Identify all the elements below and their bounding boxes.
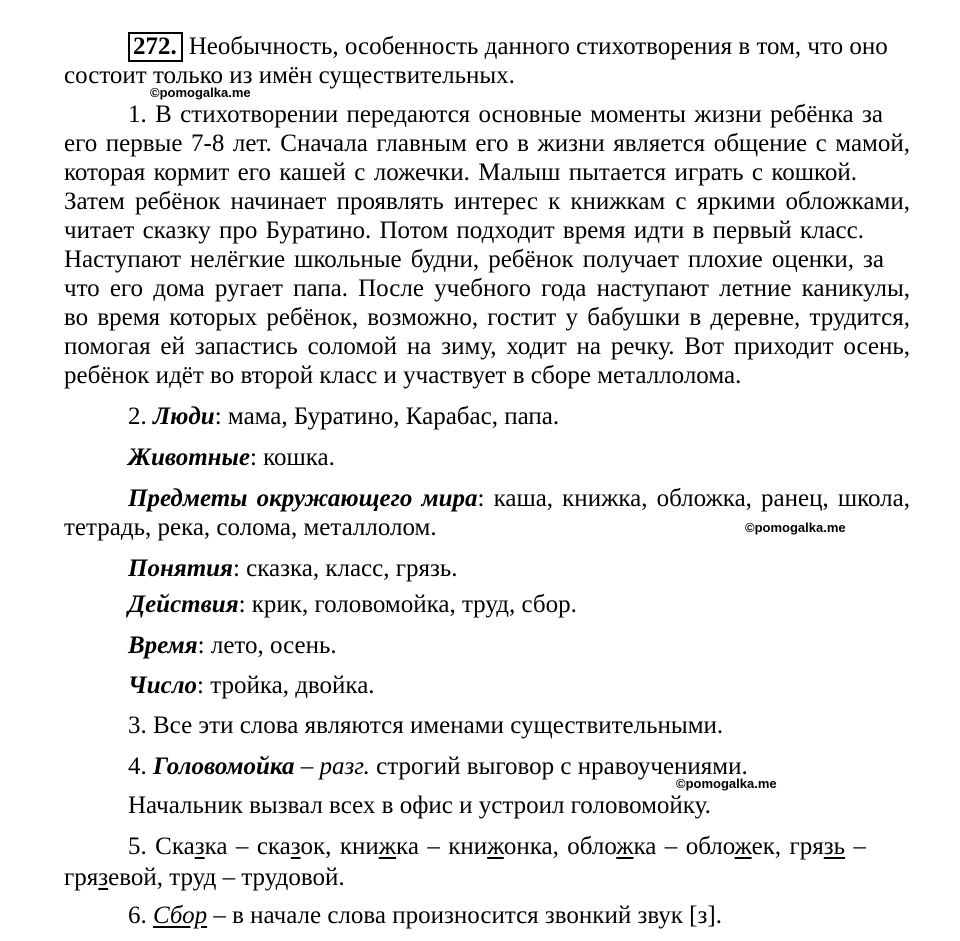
objects-line-2: тетрадь, река, солома, металлолом. [64, 514, 437, 541]
item6-line [128, 903, 722, 928]
item1-line: Затем ребёнок начинает проявлять интерес к книжкам с яркими обложками, [64, 188, 910, 215]
animals-label: Животные [128, 444, 250, 471]
watermark: ©pomogalka.me [676, 776, 777, 791]
item4-dash: – [294, 753, 320, 780]
item2-number: 2. [128, 403, 147, 430]
item1-line: его первые 7-8 лет. Сначала главным его в жизни является общение с мамой, [64, 130, 910, 157]
item4-word: Головомойка [153, 753, 295, 780]
watermark: ©pomogalka.me [745, 520, 846, 535]
actions-label: Действия [128, 591, 239, 618]
concepts-label: Понятия [128, 555, 233, 582]
item1-line: что его дома ругает папа. После учебного года наступают летние каникулы, [64, 275, 910, 302]
people-line [128, 404, 559, 429]
objects-line [128, 486, 910, 511]
watermark: ©pomogalka.me [150, 85, 251, 100]
animals-text: : кошка. [249, 444, 335, 471]
animals-line [128, 445, 335, 470]
intro-line-1 [128, 32, 914, 62]
item1-line: которая кормит его кашей с ложечки. Малыш пытается играть с кошкой. [64, 159, 857, 186]
item4-definition: строгий выговор с нравоучениями. [369, 753, 748, 780]
intro-text-1: Необычность, особенность данного стихотворения в том, что оно [188, 33, 888, 60]
item4-line [128, 754, 748, 779]
item1-line: 1. В стихотворении передаются основные моменты жизни ребёнка за [128, 101, 883, 128]
concepts-text: : сказка, класс, грязь. [232, 555, 458, 582]
item1-line: Наступают нелёгкие школьные будни, ребёнок получает плохие оценки, за [64, 246, 884, 273]
item1-line: во время которых ребёнок, возможно, гостит у бабушки в деревне, трудится, [64, 304, 910, 331]
number-label: Число [128, 672, 198, 699]
item5-line-1: 5. Сказка – сказок, книжка – книжонка, обложка – обложек, грязь – [128, 833, 866, 860]
time-line [128, 633, 337, 658]
item4-number: 4. [128, 753, 147, 780]
number-line [128, 673, 375, 698]
item4-example: Начальник вызвал всех в офис и устроил головомойку. [128, 792, 711, 819]
number-text: : тройка, двойка. [197, 672, 375, 699]
time-label: Время [128, 632, 198, 659]
objects-text: : каша, книжка, обложка, ранец, школа, [477, 485, 911, 512]
item1-line: помогая ей запастись соломой на зиму, ходит на речку. Вот приходит осень, [64, 333, 910, 360]
exercise-number: 272. [128, 32, 183, 62]
item1-line: ребёнок идёт во второй класс и участвует в сборе металлолома. [64, 362, 742, 389]
item6-text: – в начале слова произносится звонкий звук [з]. [207, 902, 722, 929]
item1-line: читает сказку про Буратино. Потом подходит время идти в первый класс. [64, 217, 864, 244]
item4-mark: разг. [319, 753, 370, 780]
actions-text: : крик, головомойка, труд, сбор. [238, 591, 577, 618]
item6-word: Сбор [153, 902, 208, 929]
actions-line [128, 592, 577, 617]
intro-text-2: состоит только из имён существительных. [64, 62, 515, 89]
objects-label: Предметы окружающего мира [128, 485, 478, 512]
item6-number: 6. [128, 902, 153, 929]
people-text: : мама, Буратино, Карабас, папа. [214, 403, 560, 430]
intro-line-2 [64, 63, 515, 88]
time-text: : лето, осень. [197, 632, 337, 659]
item5-line-2: грязевой, труд – трудовой. [64, 864, 345, 891]
item3-line: 3. Все эти слова являются именами существительными. [128, 712, 724, 739]
concepts-line [128, 556, 458, 581]
people-label: Люди [153, 403, 215, 430]
